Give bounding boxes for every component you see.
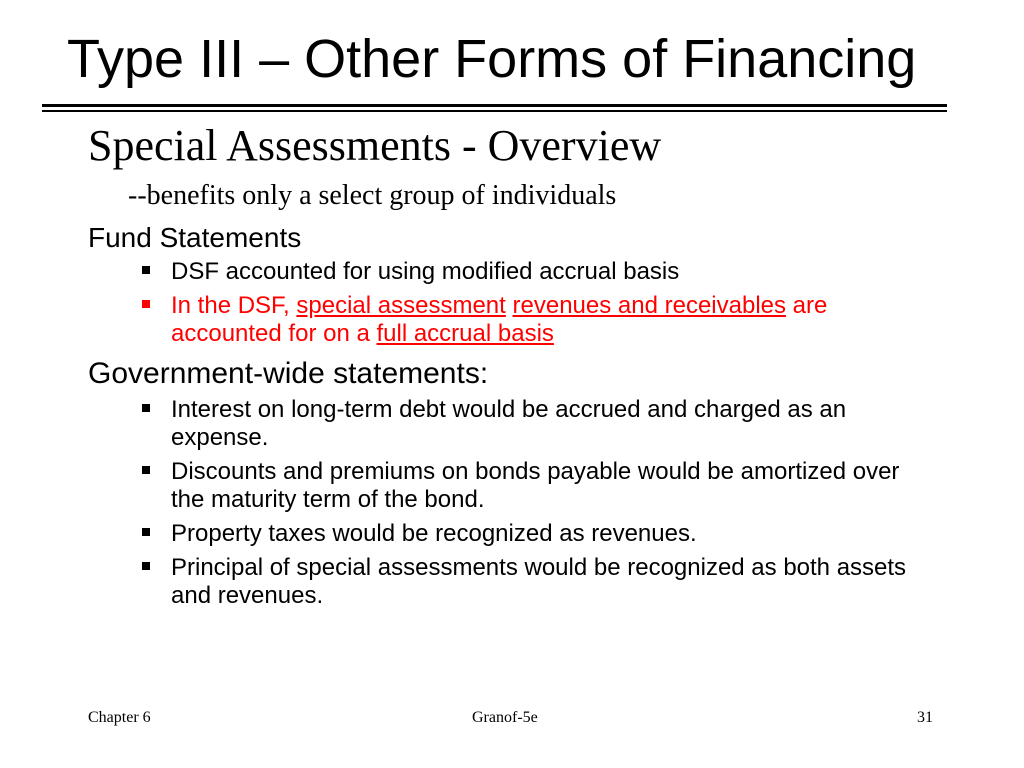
underlined-term-full-accrual-basis: full accrual basis bbox=[376, 320, 554, 347]
fund-statements-heading: Fund Statements bbox=[88, 222, 302, 253]
square-bullet-icon bbox=[142, 528, 150, 536]
square-bullet-icon bbox=[142, 266, 150, 274]
list-item-highlighted bbox=[137, 292, 927, 348]
slide-title: Type III – Other Forms of Financing bbox=[67, 29, 917, 89]
bullet-text-part: are accounted for on a bbox=[171, 292, 828, 347]
footer-source: Granof-5e bbox=[472, 709, 538, 726]
slide-subtitle: Special Assessments - Overview bbox=[88, 121, 662, 170]
square-bullet-icon bbox=[142, 404, 150, 412]
bullet-text: Discounts and premiums on bonds payable would be amortized over the maturity term of the bond. bbox=[171, 458, 900, 513]
subtitle-note: --benefits only a select group of individuals bbox=[128, 180, 617, 211]
list-item bbox=[137, 554, 927, 610]
bullet-text: DSF accounted for using modified accrual basis bbox=[171, 258, 680, 285]
underlined-term-revenues-receivables: revenues and receivables bbox=[512, 292, 787, 319]
bullet-text-part: In the DSF, bbox=[171, 292, 297, 319]
title-divider-thick bbox=[42, 104, 947, 107]
list-item bbox=[137, 258, 927, 286]
title-divider-thin bbox=[42, 110, 947, 112]
list-item bbox=[137, 520, 927, 548]
list-item bbox=[137, 396, 927, 452]
bullet-text: Interest on long-term debt would be accrued and charged as an expense. bbox=[171, 396, 847, 451]
fund-statements-list bbox=[137, 258, 927, 354]
footer-page-number: 31 bbox=[917, 709, 933, 726]
square-bullet-icon bbox=[142, 300, 150, 308]
government-wide-heading: Government-wide statements: bbox=[88, 357, 489, 390]
list-item bbox=[137, 458, 927, 514]
underlined-term-special-assessment: special assessment bbox=[296, 292, 506, 319]
bullet-text: Property taxes would be recognized as revenues. bbox=[171, 520, 697, 547]
bullet-text: Principal of special assessments would be recognized as both assets and revenues. bbox=[171, 554, 907, 609]
square-bullet-icon bbox=[142, 466, 150, 474]
bullet-text-part bbox=[506, 292, 513, 319]
footer-chapter: Chapter 6 bbox=[88, 709, 151, 726]
government-wide-list bbox=[137, 396, 927, 616]
square-bullet-icon bbox=[142, 562, 150, 570]
